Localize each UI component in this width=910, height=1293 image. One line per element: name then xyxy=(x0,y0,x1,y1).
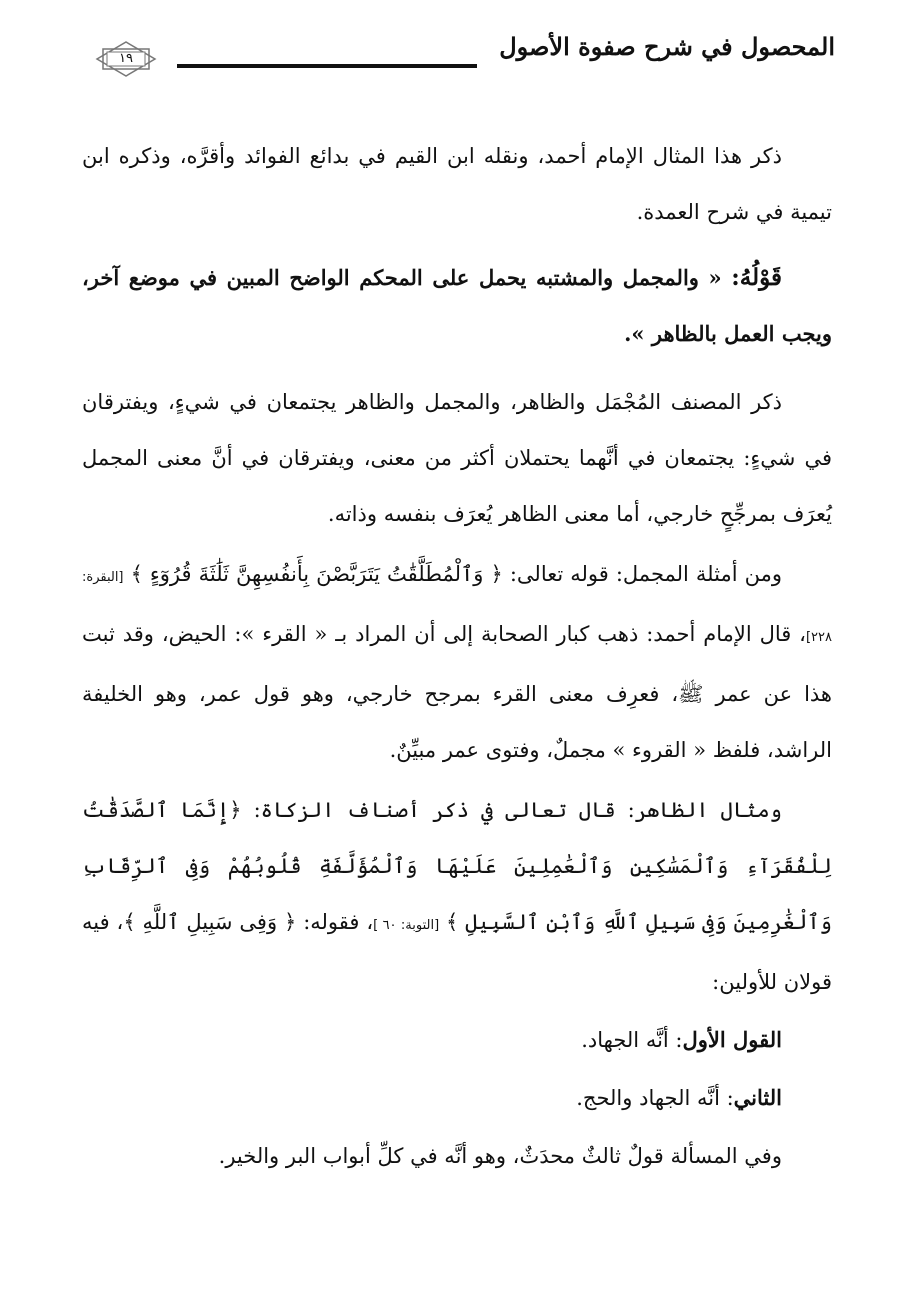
opinion-first xyxy=(82,1012,832,1068)
opinion-text: : أنَّه الجهاد. xyxy=(581,1028,683,1052)
header-rule xyxy=(177,64,477,68)
paragraph-text: ، فقوله: xyxy=(303,910,374,934)
opinion-second xyxy=(82,1070,832,1126)
paragraph xyxy=(82,546,832,778)
page-header xyxy=(95,30,835,86)
quote-text: « والمجمل والمشتبه يحمل على المحكم الواضح المبين في موضع آخر، ويجب العمل بالظاهر ». xyxy=(82,265,832,346)
paragraph: ذكر المصنف المُجْمَل والظاهر، والمجمل والظاهر يجتمعان في شيءٍ، ويفترقان في شيءٍ: يجتمعان في أنَّهما يحتملان أكثر من معنى، ويفترقان في أنَّ معنى المجمل يُعرَف بمرجِّحٍ خارجي، أما معنى الظاهر يُعرَف بنفسه وذاته. xyxy=(82,390,832,526)
page-number: ١٩ xyxy=(119,51,133,66)
paragraph-text: ، قال الإمام أحمد: ذهب كبار الصحابة إلى أن المراد بـ « القرء »: الحيض، وقد ثبت هذا عن عمر ﷺ، فعرِف معنى القرء بمرجح خارجي، وهو قول عمر، وهو الخليفة الراشد، فلفظ « القروء » مجملٌ، وفتوى عمر مبيِّنٌ. xyxy=(82,622,832,762)
opinion-label: القول الأول xyxy=(682,1027,782,1052)
paragraph-intro: ومن أمثلة المجمل: قوله تعالى: xyxy=(509,562,782,586)
paragraph xyxy=(82,782,832,1010)
paragraph-intro: ومثال الظاهر: قال تعالى في ذكر أصناف الزكاة: xyxy=(253,798,782,822)
opinion-third: وفي المسألة قولٌ ثالثٌ محدَثٌ، وهو أنَّه في كلِّ أبواب البر والخير. xyxy=(218,1144,782,1168)
main-text xyxy=(82,128,832,1184)
opinion-label: الثاني xyxy=(733,1085,782,1110)
quoted-matn xyxy=(82,250,832,362)
book-title: المحصول في شرح صفوة الأصول xyxy=(499,32,835,61)
quote-label: قَوْلُهُ: xyxy=(731,264,782,291)
paragraph-text: ، فيه قولان للأولين: xyxy=(82,910,832,994)
opinion-text: : أنَّه الجهاد والحج. xyxy=(576,1086,734,1110)
quran-verse: ﴿ وَفِى سَبِيلِ ٱللَّهِ ﴾ xyxy=(123,910,297,934)
quran-verse: ﴿ وَٱلْمُطَلَّقَٰتُ يَتَرَبَّصْنَ بِأَنفُسِهِنَّ ثَلَٰثَةَ قُرُوٓءٍ ﴾ xyxy=(130,562,503,586)
verse-reference: [التوبة: ٦٠ ] xyxy=(373,918,440,933)
quran-verse: ﴿إِنَّمَا ٱلصَّدَقَٰتُ لِلْفُقَرَآءِ وَٱلْمَسَٰكِينِ وَٱلْعَٰمِلِينَ عَلَيْهَا وَٱلْمُؤَلَّفَةِ قُلُوبُهُمْ وَفِى ٱلرِّقَابِ وَٱلْغَٰرِمِينَ وَفِى سَبِيلِ ٱللَّهِ وَٱبْنِ ٱلسَّبِيلِ ﴾ xyxy=(82,798,832,934)
paragraph: ذكر هذا المثال الإمام أحمد، ونقله ابن القيم في بدائع الفوائد وأقرَّه، وذكره ابن تيمية في شرح العمدة. xyxy=(82,144,832,224)
verse-reference: [البقرة: ٢٢٨] xyxy=(82,570,832,645)
